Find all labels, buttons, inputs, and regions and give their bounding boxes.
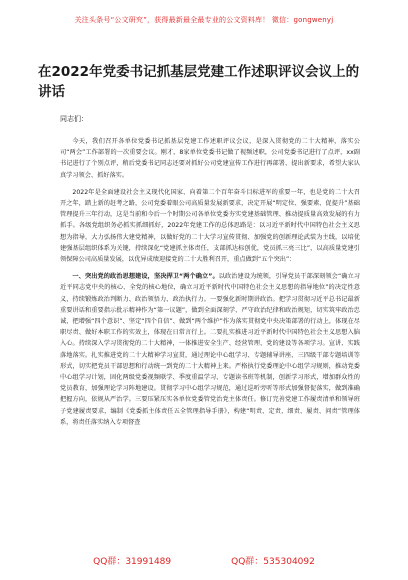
paragraph-3-lead: 一、突出党的政治思想建设，坚决捍卫“两个确立”。 bbox=[72, 273, 219, 281]
paragraph-2-text: 2022年是全面建设社会主义现代化国家、向着第二个百年奋斗目标进军的重要一年，也是党的二十大召开之年，踏上新的赶考之路，公司党委着眼公司高质量发展新要求，决定开展“明定位、强要素、促提升”基础管理提升三年行动，这是当前和今后一个时期公司各单位党委夯实党建基础管理、推动提质量高效发展的有力抓手。各级党组织务必抓实抓细抓好，2022年党建工作的总体思路是：以习近平新时代中国特色社会主义思想为指导，大力弘扬伟大建党精神，以做好党的二十大学习宣传贯彻、加强党的创新理论武装为主线，以培优建强基层组织体系为关键，持续深化“党建抓主体责任，支部抓达标创优，党员抓三亮三比”，以高质量党建引领保障公司高质量发展，以优异成绩迎接党的二十大胜利召开，重点做到“五个突出”： bbox=[60, 188, 360, 264]
promo-banner bbox=[0, 0, 408, 40]
promo-banner-text: 关注头条号“公文研究”，获得最新最全最专业的公文资料库！ 微信：gongwenyj bbox=[74, 16, 334, 24]
footer-contacts bbox=[0, 546, 408, 574]
document-title: 在2022年党委书记抓基层党建工作述职评议会议上的讲话 bbox=[38, 64, 360, 100]
salutation: 同志们： bbox=[60, 115, 88, 123]
document-body bbox=[60, 136, 360, 434]
paragraph-2 bbox=[60, 187, 360, 265]
paragraph-1 bbox=[60, 136, 360, 181]
paragraph-3 bbox=[60, 271, 360, 428]
paragraph-3-text: 以政治建设为统领，引导党员干部深刻领会“确立习近平同志党中央的核心、全党的核心地位，确立习近平新时代中国特色社会主义思想的指导地位”的决定性意义，持续锻炼政治判断力、政治领悟力、政治执行力。一要强化新时期讲政治。把学习贯彻习近平总书记最新重要讲话和重要指示批示精神作为“第一议题”，做到全面深刻学、严守政治纪律和政治规矩，切实筑牢政治忠诚，把增强“四个意识”、坚定“四个自信”、做到“两个维护”作为落实贯彻党中央决策部署的行动上，体现在尽职尽责、做好本职工作的实效上，体现在日常言行上。二要扎实推进习近平新时代中国特色社会主义思想入脑入心。持续深入学习贯彻党的二十大精神，一体推进安全生产、经营管理、党的建设等各项学习。宣讲、实践落地落实。扎实推进党的二十大精神学习宣贯，通过理论中心组学习、专题辅导讲座、三四级干部专题培训等形式，切实把党员干部思想和行动统一到党的二十大精神上来。严格执行党委理论中心组学习规则，推动党委中心组学习计划，固化两级党委视频联学、季度重温学习、专题读书班等机制，创新学习形式，增加群众性的党员教育，加强理论学习阵地建设。贯彻学习中心组学习规范，通过巡听旁听等形式加强督促落实，做到准确把握方向，依规从严治学。三要压紧压实各单位党委管党治党主体责任。修订完善党建工作履责清单和领导班子党建履责要求，编制《党委抓主体责任五全管理指导手册》，构建“明责、定责、细责、履责、问责”管理体系，将责任落实纳入专项督查 bbox=[60, 273, 360, 426]
paragraph-1-text: 今天，我们召开各单位党委书记抓基层党建工作述职评议会议，是深入贯彻党的二十大精神，落实公司“两会”工作部署的一次重要会议。刚才，8家单位党委书记做了视频述职，公司党委书记进行了点评，xx副书记进行了个别点评，稍后党委书记同志还要对抓好公司党建宣传工作进行再部署、提出新要求，希望大家认真学习领会、抓好落实。 bbox=[60, 138, 360, 179]
footer-qq-group-2: QQ群：535304092 bbox=[231, 556, 315, 567]
footer-qq-group-1: QQ群：31991489 bbox=[93, 556, 172, 567]
